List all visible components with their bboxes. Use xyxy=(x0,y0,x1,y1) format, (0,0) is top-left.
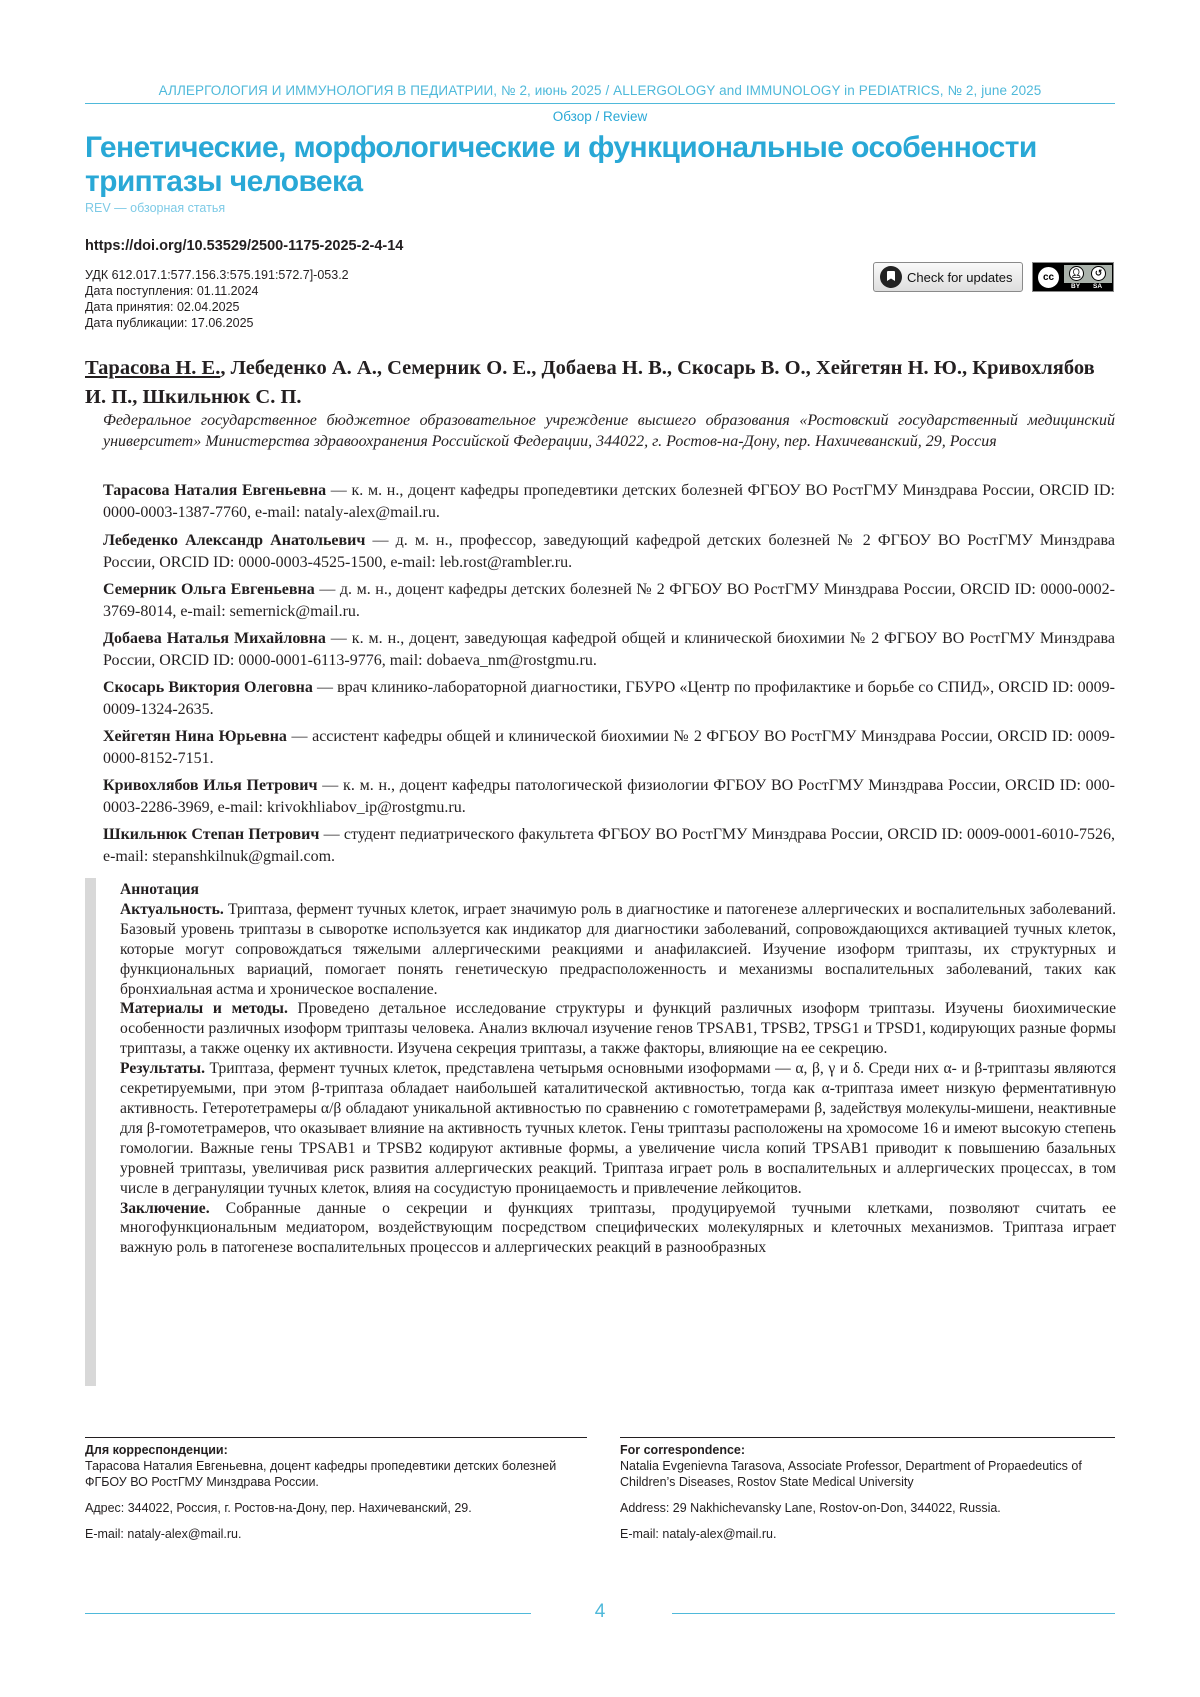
author-info xyxy=(103,824,1115,868)
author-details: — к. м. н., доцент кафедры патологической физиологии ФГБОУ ВО РостГМУ Минздрава России, ORCID ID: 000-0003-2286-3969, e-mail: krivokhliabov_ip@rostgmu.ru. xyxy=(103,777,1115,816)
check-for-updates-label: Check for updates xyxy=(907,269,1013,285)
methods-heading: Материалы и методы. xyxy=(120,1000,288,1018)
correspondence-ru-address: Адрес: 344022, Россия, г. Ростов-на-Дону, пер. Нахичеванский, 29. xyxy=(85,1501,472,1515)
correspondence-en-text: Natalia Evgenievna Tarasova, Associate Professor, Department of Propaedeutics of Children’s Diseases, Rostov State Medical University xyxy=(620,1459,1082,1489)
corresponding-author: Тарасова Н. Е. xyxy=(85,357,221,379)
author-info xyxy=(103,579,1115,623)
by-person-icon: 👤︎ xyxy=(1069,266,1084,281)
correspondence-en-heading: For correspondence: xyxy=(620,1443,746,1457)
correspondence-ru-text: Тарасова Наталия Евгеньевна, доцент кафедры пропедевтики детских болезней ФГБОУ ВО РостГМУ Минздрава России. xyxy=(85,1459,557,1489)
cc-license-badge[interactable] xyxy=(1032,262,1114,292)
abstract-heading: Аннотация xyxy=(120,881,199,898)
sa-label: SA xyxy=(1093,283,1103,290)
date-published: Дата публикации: 17.06.2025 xyxy=(85,316,254,330)
author-details: — врач клинико-лабораторной диагностики, ГБУРО «Центр по профилактике и борьбе со СПИД», ORCID ID: 0009-0009-1324-2635. xyxy=(103,679,1115,718)
author-name: Добаева Наталья Михайловна xyxy=(103,630,326,647)
correspondence-ru xyxy=(85,1442,585,1542)
author-details: — ассистент кафедры общей и клинической биохимии № 2 ФГБОУ ВО РостГМУ Минздрава России, ORCID ID: 0009-0000-8152-7151. xyxy=(103,728,1115,767)
doi-link[interactable]: https://doi.org/10.53529/2500-1175-2025-2-4-14 xyxy=(85,238,404,254)
correspondence-en-email: E-mail: nataly-alex@mail.ru. xyxy=(620,1527,777,1541)
conclusion-heading: Заключение. xyxy=(120,1199,210,1217)
share-alike-icon: ↺ xyxy=(1091,266,1106,281)
bookmark-icon xyxy=(880,266,902,288)
footnote-divider xyxy=(85,1437,587,1438)
author-name: Кривохлябов Илья Петрович xyxy=(103,777,318,794)
affiliation: Федеральное государственное бюджетное образовательное учреждение высшего образования «Ростовский государственный медицинский университет» Министерства здравоохранения Российской Федерации, 344022, г. Ростов-на-Дону, пер. Нахичеванский, 29, Россия xyxy=(103,412,1115,450)
footnote-divider xyxy=(620,1437,1115,1438)
author-name: Семерник Ольга Евгеньевна xyxy=(103,581,315,598)
author-info xyxy=(103,628,1115,672)
by-label: BY xyxy=(1071,283,1081,290)
author-details: — студент педиатрического факультета ФГБОУ ВО РостГМУ Минздрава России, ORCID ID: 0009-0001-6010-7526, e-mail: stepanshkilnuk@gmail.com. xyxy=(103,826,1116,865)
running-header: АЛЛЕРГОЛОГИЯ И ИММУНОЛОГИЯ В ПЕДИАТРИИ, № 2, июнь 2025 / ALLERGOLOGY and IMMUNOLOGY in PEDIATRICS, № 2, june 2025 xyxy=(158,83,1042,98)
author-details: — к. м. н., доцент, заведующая кафедрой общей и клинической биохимии № 2 ФГБОУ ВО РостГМУ Минздрава России, ORCID ID: 0000-0001-6113-9776, mail: dobaeva_nm@rostgmu.ru. xyxy=(103,630,1115,669)
correspondence-en-address: Address: 29 Nakhichevansky Lane, Rostov-on-Don, 344022, Russia. xyxy=(620,1501,1001,1515)
author-name: Тарасова Наталия Евгеньевна xyxy=(103,482,327,499)
results-text: Триптаза, фермент тучных клеток, представлена четырьмя основными изоформами — α, β, γ и δ. Среди них α- и β-триптазы являются секретируемыми, при этом β-триптаза обладает наибольшей каталитической активностью, тогда как α-триптаза имеет низкую ферментативную активность. Гетеротетрамеры α/β обладают уникальной активностью по сравнению с гомотетрамерами β, задействуя молекулы-мишени, неактивные для β-гомотетрамеров, что оказывает влияние на активность тучных клеток. Гены триптазы расположены на хромосоме 16 и имеют высокую степень гомологии. Важные гены TPSAB1 и TPSB2 кодируют активные формы, а увеличение числа копий TPSAB1 приводит к повышению базальных уровней триптазы, увеличивая риск развития аллергических реакций. Триптаза играет роль в воспалительных и аллергических процессах, в том числе в дегрануляции тучных клеток, влияя на сосудистую проницаемость и привлечение лейкоцитов. xyxy=(120,1060,1116,1197)
author-info xyxy=(103,677,1115,721)
abstract-conclusion xyxy=(120,1199,1116,1259)
date-accepted: Дата принятия: 02.04.2025 xyxy=(85,300,240,314)
header-divider xyxy=(85,103,1115,104)
methods-text: Проведено детальное исследование структуры и функций различных изоформ триптазы. Изучены биохимические особенности различных изоформ триптазы человека. Анализ включал изучение генов TPSAB1, TPSB2, TPSG1 и TPSD1, кодирующих разные формы триптазы, а также оценку их активности. Изучена секреция триптазы, а также факторы, влияющие на ее секрецию. xyxy=(120,1000,1117,1058)
abstract-relevance xyxy=(120,900,1116,1000)
abstract xyxy=(120,880,1116,1258)
author-info xyxy=(103,726,1115,770)
page-number: 4 xyxy=(594,1601,606,1622)
author-info xyxy=(103,775,1115,819)
author-name: Шкильнюк Степан Петрович xyxy=(103,826,320,843)
abstract-methods xyxy=(120,999,1116,1059)
section-label: Обзор / Review xyxy=(552,109,648,124)
udc-code: УДК 612.017.1:577.156.3:575.191:572.7]-053.2 xyxy=(85,268,349,282)
article-title: Генетические, морфологические и функциональные особенности триптазы человека xyxy=(85,131,1037,198)
author-details: — д. м. н., доцент кафедры детских болезней № 2 ФГБОУ ВО РостГМУ Минздрава России, ORCID ID: 0000-0002-3769-8014, e-mail: semernick@mail.ru. xyxy=(103,581,1116,620)
author-details: — д. м. н., профессор, заведующий кафедрой детских болезней № 2 ФГБОУ ВО РостГМУ Минздрава России, ORCID ID: 0000-0003-4525-1500, e-mail: leb.rost@rambler.ru. xyxy=(103,532,1115,571)
author-info xyxy=(103,530,1115,574)
author-details: — к. м. н., доцент кафедры пропедевтики детских болезней ФГБОУ ВО РостГМУ Минздрава России, ORCID ID: 0000-0003-1387-7760, e-mail: nataly-alex@mail.ru. xyxy=(103,482,1116,521)
cc-icon: cc xyxy=(1036,265,1061,290)
relevance-text: Триптаза, фермент тучных клеток, играет значимую роль в диагностике и патогенезе аллергических и воспалительных заболеваний. Базовый уровень триптазы в сыворотке используется как индикатор для диагностики заболеваний, сопровождающихся активацией тучных клеток, которые могут сопровождаться тяжелыми аллергическими реакциями и анафилаксией. Изучение изоформ триптазы, их структурных и функциональных вариаций, помогает понять генетическую предрасположенность и механизмы воспалительных заболеваний, таких как бронхиальная астма и хроническое воспаление. xyxy=(120,900,1116,998)
author-name: Лебеденко Александр Анатольевич xyxy=(103,532,366,549)
author-name: Хейгетян Нина Юрьевна xyxy=(103,728,287,745)
author-list xyxy=(85,354,1115,412)
correspondence-ru-heading: Для корреспонденции: xyxy=(85,1443,228,1457)
relevance-heading: Актуальность. xyxy=(120,900,224,918)
article-type: REV — обзорная статья xyxy=(85,201,226,215)
check-for-updates-button[interactable] xyxy=(873,262,1023,292)
author-name: Скосарь Виктория Олеговна xyxy=(103,679,313,696)
page-number-rule-right xyxy=(672,1613,1115,1614)
other-authors: , Лебеденко А. А., Семерник О. Е., Добаева Н. В., Скосарь В. О., Хейгетян Н. Ю., Кривохлябов И. П., Шкильнюк С. П. xyxy=(85,357,1095,408)
conclusion-text: Собранные данные о секреции и функциях триптазы, продуцируемой тучными клетками, позволяют считать ее многофункциональным медиатором, воздействующим посредством специфических молекулярных и клеточных механизмов. Триптаза играет важную роль в патогенезе воспалительных процессов и аллергических реакций в разнообразных xyxy=(120,1199,1116,1257)
date-received: Дата поступления: 01.11.2024 xyxy=(85,284,259,298)
correspondence-en xyxy=(620,1442,1115,1542)
abstract-results xyxy=(120,1059,1116,1198)
author-info xyxy=(103,480,1115,524)
abstract-sidebar xyxy=(85,878,96,1386)
results-heading: Результаты. xyxy=(120,1060,205,1078)
correspondence-ru-email: E-mail: nataly-alex@mail.ru. xyxy=(85,1527,242,1541)
